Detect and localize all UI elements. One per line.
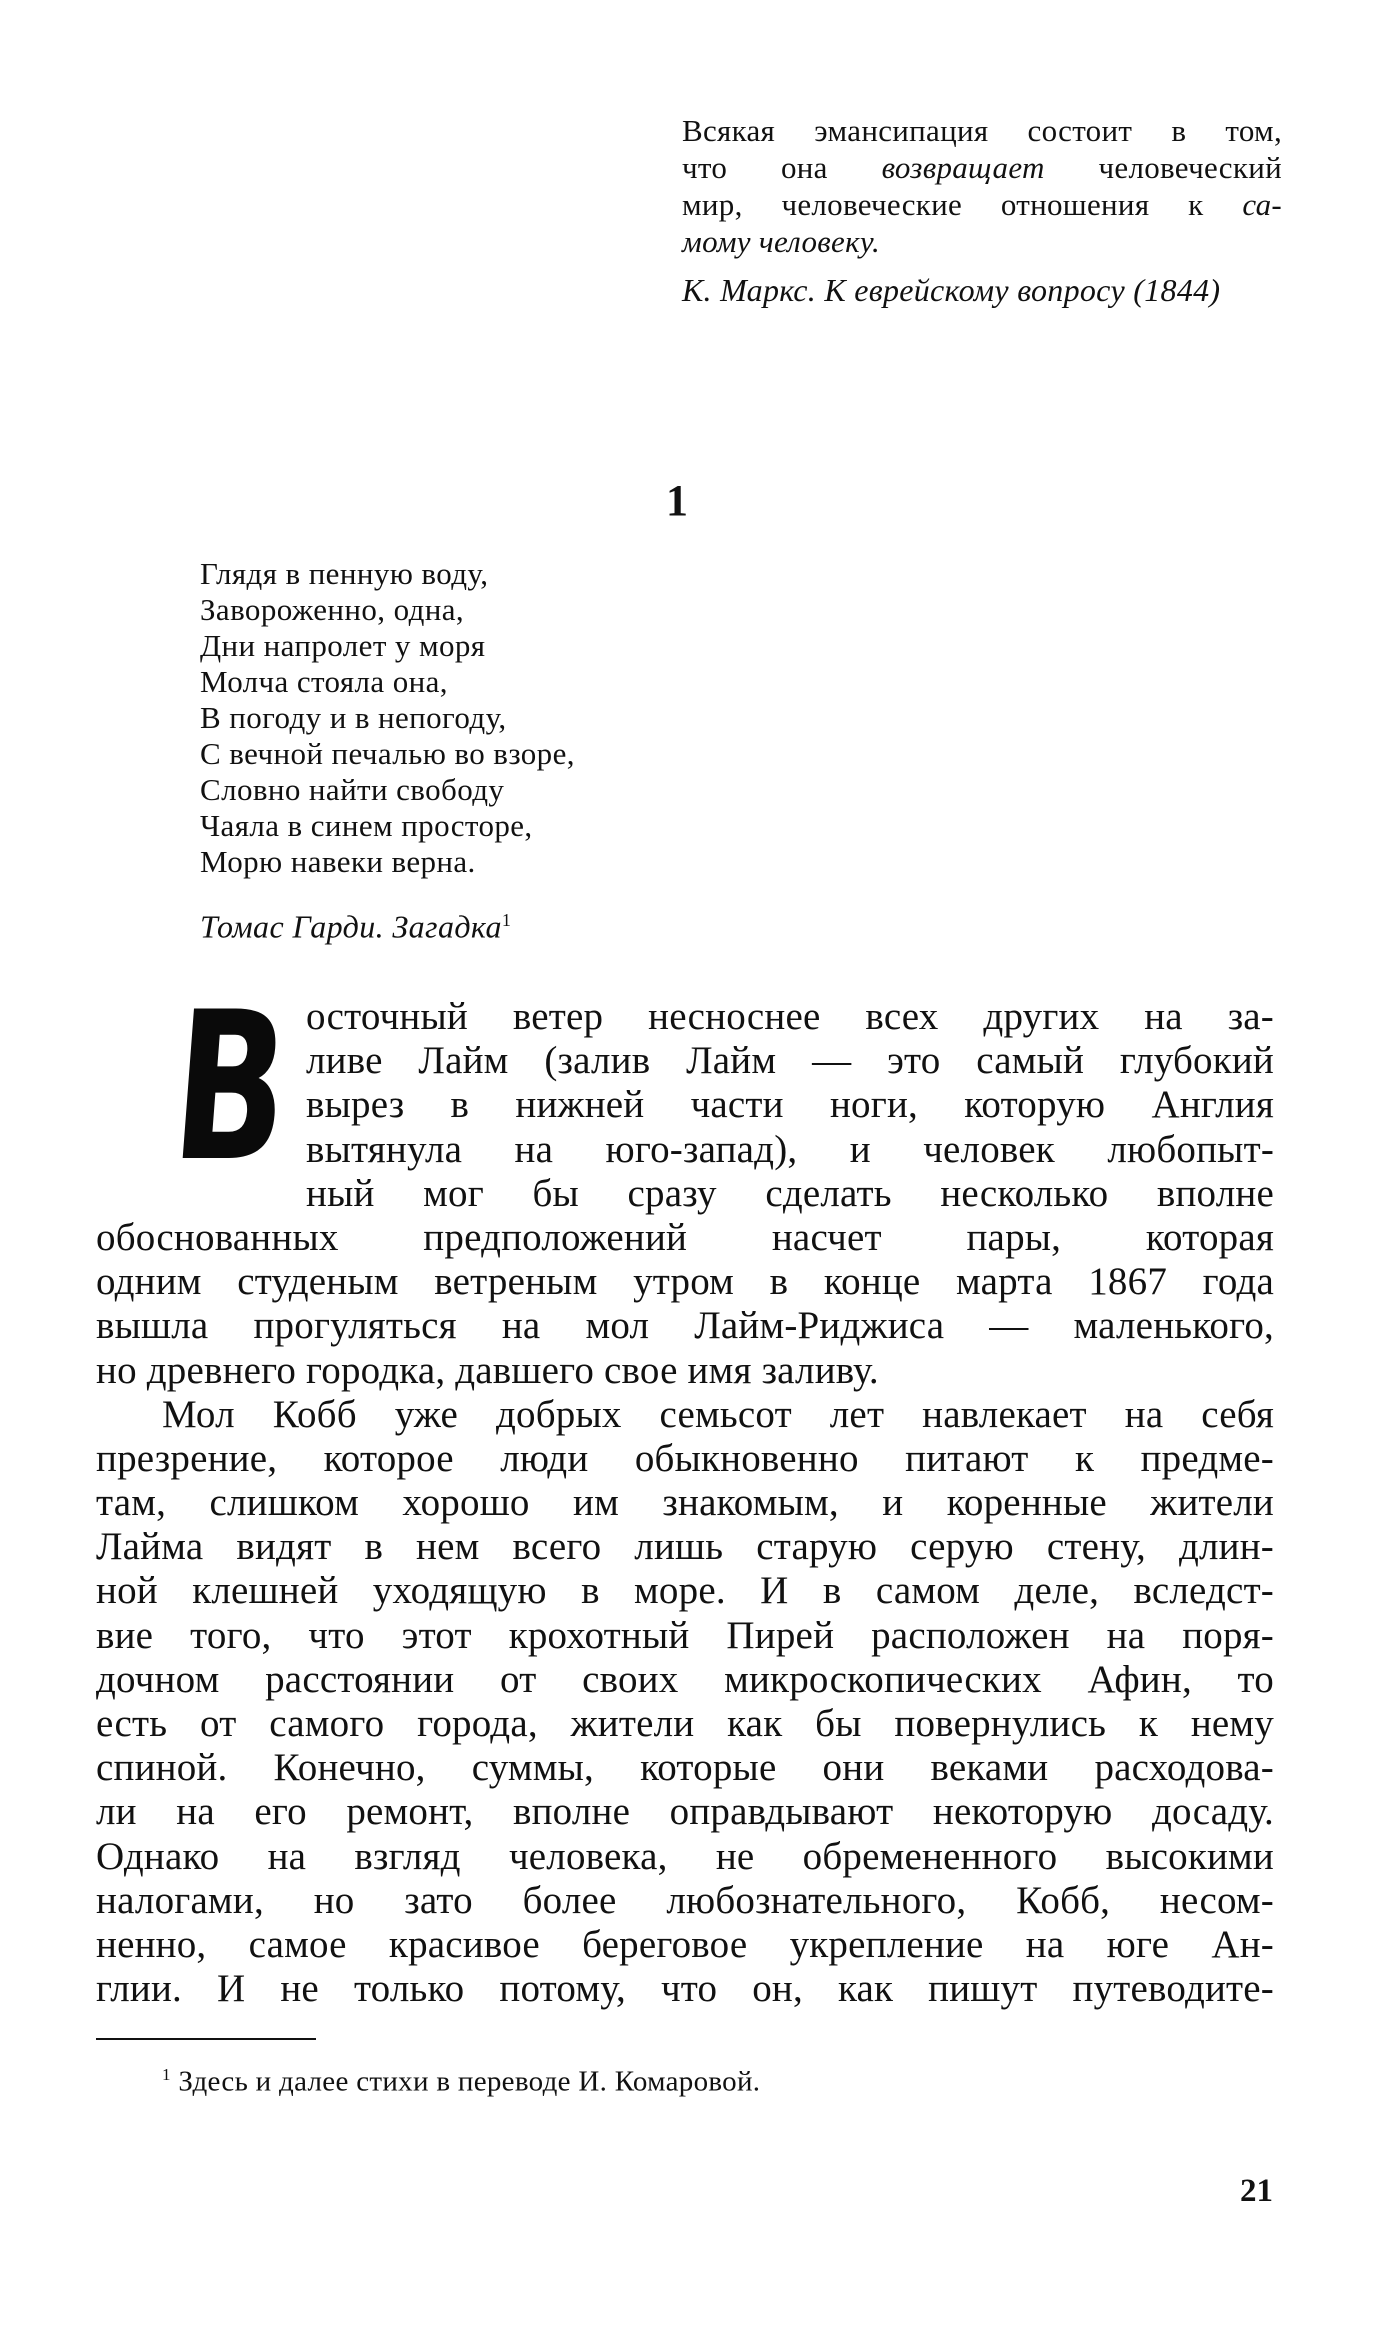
epigraph-emphasis: мому человеку.: [682, 224, 881, 259]
epigraph-line: [682, 149, 1282, 186]
body-line: глии. И не только потому, что он, как пишут путеводите-: [96, 1967, 1274, 2011]
epigraph-line: [682, 186, 1282, 223]
body-line: Лайма видят в нем всего лишь старую серую стену, длин-: [96, 1525, 1274, 1569]
body-line: ной клешней уходящую в море. И в самом деле, вследст-: [96, 1569, 1274, 1613]
poem-line: С вечной печалью во взоре,: [200, 736, 575, 771]
body-line: осточный ветер несноснее всех других на за-: [306, 995, 1274, 1038]
body-line: налогами, но зато более любознательного, Кобб, несом-: [96, 1878, 1274, 1922]
body-line: спиной. Конечно, суммы, которые они веками расходова-: [96, 1746, 1274, 1790]
body-line: вышла прогуляться на мол Лайм-Риджиса — маленького,: [96, 1304, 1274, 1348]
page-number: 21: [1240, 2173, 1273, 2209]
epigraph-emphasis: возвращает: [881, 150, 1045, 185]
footnote: [162, 2058, 760, 2099]
body-line: там, слишком хорошо им знакомым, и коренные жители: [96, 1481, 1274, 1525]
body-line: вытянула на юго-запад), и человек любопыт-: [306, 1127, 1274, 1171]
footnote-text: Здесь и далее стихи в переводе И. Комаровой.: [178, 2065, 761, 2098]
poem-line: Словно найти свободу: [200, 772, 505, 807]
poem-line: Молча стояла она,: [200, 664, 448, 699]
body-line: ли на его ремонт, вполне оправдывают некоторую досаду.: [96, 1790, 1274, 1834]
body-line: вырез в нижней части ноги, которую Англия: [306, 1083, 1274, 1127]
body-line: есть от самого города, жители как бы повернулись к нему: [96, 1702, 1274, 1745]
epigraph: [682, 112, 1282, 309]
poem-line: Дни напролет у моря: [200, 628, 486, 663]
body-line: ный мог бы сразу сделать несколько вполне: [306, 1171, 1274, 1215]
body-line: но древнего городка, давшего свое имя заливу.: [96, 1348, 879, 1392]
body-line: вие того, что этот крохотный Пирей расположен на поря-: [96, 1613, 1274, 1657]
poem-attribution-text: Томас Гарди. Загадка: [200, 908, 502, 945]
poem-line: Глядя в пенную воду,: [200, 556, 489, 591]
body-line: Мол Кобб уже добрых семьсот лет навлекает на себя: [162, 1392, 1274, 1436]
epigraph-line: Всякая эмансипация состоит в том,: [682, 113, 1282, 148]
poem-line: В погоду и в непогоду,: [200, 700, 507, 735]
footnote-divider: [96, 2038, 316, 2040]
body-line: ливе Лайм (залив Лайм — это самый глубокий: [306, 1039, 1274, 1083]
epigraph-text: что она: [682, 150, 882, 185]
body-line: одним студеным ветреным утром в конце марта 1867 года: [96, 1260, 1274, 1304]
epigraph-emphasis: са-: [1242, 187, 1282, 222]
body-line: дочном расстоянии от своих микроскопических Афин, то: [96, 1657, 1274, 1701]
footnote-reference: 1: [501, 910, 512, 930]
body-text: [96, 995, 1274, 2011]
epigraph-text: мир, человеческие отношения к: [682, 187, 1243, 222]
footnote-mark: 1: [162, 2065, 171, 2084]
chapter-number: 1: [666, 476, 688, 525]
body-line: обоснованных предположений насчет пары, которая: [96, 1215, 1274, 1259]
epigraph-text: человеческий: [1044, 150, 1282, 185]
drop-cap: В: [165, 969, 296, 1207]
epigraph-line: [682, 223, 1282, 260]
poem-epigraph: [200, 556, 575, 945]
body-line: ненно, самое красивое береговое укрепление на юге Ан-: [96, 1922, 1274, 1966]
body-line: презрение, которое люди обыкновенно питают к предме-: [96, 1436, 1274, 1480]
poem-line: Завороженно, одна,: [200, 592, 465, 627]
poem-line: Морю навеки верна.: [200, 844, 476, 879]
body-line: Однако на взгляд человека, не обремененного высокими: [96, 1834, 1274, 1878]
poem-attribution: [200, 902, 575, 945]
poem-line: Чаяла в синем просторе,: [200, 808, 533, 843]
epigraph-source: К. Маркс. К еврейскому вопросу (1844): [682, 272, 1221, 308]
